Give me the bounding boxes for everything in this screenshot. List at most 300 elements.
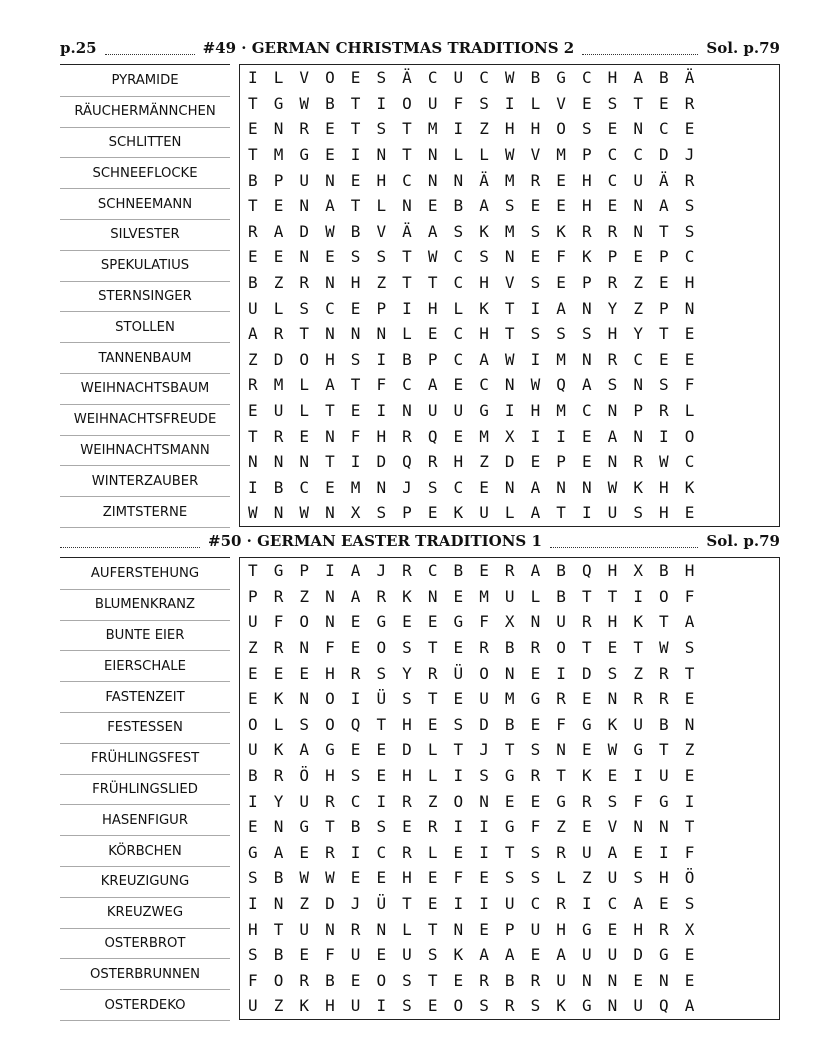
grid-letter: T xyxy=(633,638,643,658)
grid-letter: C xyxy=(427,561,438,581)
grid-letter: N xyxy=(556,477,566,497)
grid-letter: T xyxy=(427,689,438,709)
grid-letter: Y xyxy=(607,298,618,318)
grid-letter: R xyxy=(273,324,284,344)
grid-letter: G xyxy=(504,817,515,837)
grid-letter: Z xyxy=(581,868,592,888)
grid-letter: N xyxy=(504,663,515,683)
grid-letter: T xyxy=(248,93,258,113)
grid-row xyxy=(240,763,779,789)
grid-letter: N xyxy=(402,196,412,216)
grid-letter: I xyxy=(376,791,387,811)
grid-letter: H xyxy=(350,273,361,293)
grid-letter: S xyxy=(479,247,489,267)
grid-row xyxy=(240,942,779,968)
grid-letter: M xyxy=(504,170,515,190)
grid-letter: T xyxy=(273,919,284,939)
grid-letter: Ü xyxy=(453,663,464,683)
grid-letter: F xyxy=(350,426,361,446)
grid-letter: D xyxy=(273,349,284,369)
grid-letter: C xyxy=(607,894,618,914)
grid-letter: G xyxy=(581,996,592,1016)
grid-letter: X xyxy=(633,561,643,581)
grid-letter: E xyxy=(607,119,618,139)
grid-letter: T xyxy=(325,401,335,421)
grid-letter: I xyxy=(453,766,464,786)
grid-letter: S xyxy=(530,842,541,862)
grid-letter: W xyxy=(504,349,515,369)
grid-letter: E xyxy=(427,868,438,888)
grid-letter: S xyxy=(633,868,643,888)
grid-letter: O xyxy=(325,714,335,734)
grid-letter: E xyxy=(556,196,566,216)
grid-letter: N xyxy=(273,894,284,914)
grid-letter: C xyxy=(453,273,464,293)
grid-letter: Ä xyxy=(402,68,412,88)
grid-letter: N xyxy=(273,452,284,472)
grid-letter: C xyxy=(607,170,618,190)
grid-letter: O xyxy=(273,970,284,990)
grid-row xyxy=(240,295,779,321)
grid-letter: Y xyxy=(402,663,412,683)
grid-letter: U xyxy=(607,503,618,523)
grid-letter: G xyxy=(659,945,669,965)
grid-letter: E xyxy=(453,842,464,862)
grid-letter: E xyxy=(633,247,643,267)
grid-letter: C xyxy=(299,477,310,497)
grid-letter: U xyxy=(530,919,541,939)
grid-letter: P xyxy=(581,273,592,293)
grid-letter: G xyxy=(325,740,335,760)
grid-letter: T xyxy=(427,638,438,658)
grid-letter: E xyxy=(504,791,515,811)
grid-letter: E xyxy=(581,93,592,113)
grid-letter: H xyxy=(376,426,387,446)
grid-letter: V xyxy=(504,273,515,293)
grid-letter: K xyxy=(479,298,489,318)
grid-letter: S xyxy=(607,791,618,811)
grid-letter: O xyxy=(659,586,669,606)
grid-letter: C xyxy=(530,894,541,914)
grid-letter: M xyxy=(273,145,284,165)
grid-letter: I xyxy=(504,93,515,113)
grid-letter: D xyxy=(479,714,489,734)
grid-letter: T xyxy=(350,196,361,216)
grid-letter: U xyxy=(248,612,258,632)
grid-letter: S xyxy=(376,119,387,139)
word-list-item: KÖRBCHEN xyxy=(60,836,230,867)
grid-letter: E xyxy=(273,196,284,216)
grid-letter: A xyxy=(581,375,592,395)
grid-letter: Y xyxy=(273,791,284,811)
grid-letter: A xyxy=(248,324,258,344)
grid-letter: S xyxy=(530,221,541,241)
grid-letter: R xyxy=(556,894,566,914)
grid-letter: O xyxy=(402,93,412,113)
grid-letter: L xyxy=(299,375,310,395)
grid-letter: R xyxy=(530,766,541,786)
word-list-item: HASENFIGUR xyxy=(60,805,230,836)
grid-letter: B xyxy=(325,93,335,113)
grid-letter: L xyxy=(273,714,284,734)
grid-letter: C xyxy=(402,170,412,190)
grid-letter: T xyxy=(402,247,412,267)
word-list-item: OSTERBROT xyxy=(60,929,230,960)
grid-letter: E xyxy=(530,714,541,734)
grid-letter: U xyxy=(453,68,464,88)
grid-row xyxy=(240,968,779,994)
grid-letter: N xyxy=(427,586,438,606)
grid-letter: E xyxy=(530,791,541,811)
puzzle-49-word-list xyxy=(60,66,230,528)
grid-letter: T xyxy=(504,740,515,760)
grid-letter: E xyxy=(556,170,566,190)
word-list-item: FRÜHLINGSFEST xyxy=(60,744,230,775)
word-list-item: WEIHNACHTSMANN xyxy=(60,436,230,467)
grid-letter: S xyxy=(556,324,566,344)
grid-letter: T xyxy=(376,714,387,734)
grid-row xyxy=(240,398,779,424)
grid-letter: Q xyxy=(427,426,438,446)
grid-letter: E xyxy=(607,766,618,786)
grid-letter: U xyxy=(350,996,361,1016)
grid-letter: N xyxy=(633,375,643,395)
grid-letter: E xyxy=(248,247,258,267)
grid-letter: N xyxy=(684,714,695,734)
word-list-item: KREUZWEG xyxy=(60,898,230,929)
grid-letter: R xyxy=(581,791,592,811)
grid-letter: N xyxy=(504,477,515,497)
grid-letter: N xyxy=(325,170,335,190)
grid-letter: I xyxy=(659,426,669,446)
grid-letter: K xyxy=(556,221,566,241)
grid-letter: C xyxy=(453,349,464,369)
grid-letter: K xyxy=(273,689,284,709)
grid-letter: H xyxy=(376,170,387,190)
grid-letter: A xyxy=(273,842,284,862)
grid-letter: A xyxy=(479,349,489,369)
grid-letter: G xyxy=(556,68,566,88)
grid-letter: F xyxy=(684,586,695,606)
grid-letter: R xyxy=(325,842,335,862)
grid-letter: Ä xyxy=(479,170,489,190)
grid-letter: U xyxy=(248,298,258,318)
grid-letter: F xyxy=(248,970,258,990)
grid-letter: I xyxy=(530,426,541,446)
grid-letter: H xyxy=(607,68,618,88)
grid-letter: P xyxy=(633,401,643,421)
grid-letter: E xyxy=(299,426,310,446)
grid-letter: S xyxy=(402,689,412,709)
grid-letter: N xyxy=(607,970,618,990)
grid-letter: U xyxy=(453,401,464,421)
grid-letter: B xyxy=(325,970,335,990)
grid-letter: H xyxy=(684,273,695,293)
grid-letter: V xyxy=(299,68,310,88)
grid-letter: I xyxy=(453,894,464,914)
grid-letter: R xyxy=(479,638,489,658)
grid-letter: R xyxy=(659,919,669,939)
grid-letter: N xyxy=(659,970,669,990)
grid-letter: C xyxy=(607,145,618,165)
grid-letter: K xyxy=(453,945,464,965)
puzzle-title: #49 · GERMAN CHRISTMAS TRADITIONS 2 xyxy=(202,39,575,57)
grid-letter: U xyxy=(504,894,515,914)
grid-letter: H xyxy=(479,324,489,344)
grid-letter: N xyxy=(607,689,618,709)
grid-letter: R xyxy=(684,93,695,113)
word-list-item: BLUMENKRANZ xyxy=(60,590,230,621)
grid-letter: T xyxy=(659,324,669,344)
grid-row xyxy=(240,788,779,814)
grid-letter: E xyxy=(299,842,310,862)
grid-row xyxy=(240,142,779,168)
grid-letter: R xyxy=(659,689,669,709)
grid-letter: N xyxy=(376,324,387,344)
grid-letter: U xyxy=(556,612,566,632)
grid-letter: R xyxy=(427,452,438,472)
grid-row xyxy=(240,993,779,1019)
grid-letter: I xyxy=(350,145,361,165)
grid-letter: I xyxy=(530,349,541,369)
grid-letter: Z xyxy=(248,349,258,369)
grid-letter: L xyxy=(273,68,284,88)
grid-letter: H xyxy=(684,561,695,581)
word-list-item: SCHLITTEN xyxy=(60,128,230,159)
grid-letter: N xyxy=(504,247,515,267)
dot-leader xyxy=(105,53,195,55)
grid-letter: E xyxy=(479,561,489,581)
grid-letter: W xyxy=(325,868,335,888)
word-list-item: SILVESTER xyxy=(60,220,230,251)
grid-letter: M xyxy=(479,426,489,446)
grid-row xyxy=(240,167,779,193)
grid-letter: D xyxy=(376,452,387,472)
grid-letter: G xyxy=(581,919,592,939)
grid-letter: R xyxy=(402,426,412,446)
word-list-item: ZIMTSTERNE xyxy=(60,497,230,528)
word-list-item: WINTERZAUBER xyxy=(60,466,230,497)
grid-letter: B xyxy=(659,68,669,88)
grid-letter: E xyxy=(659,349,669,369)
grid-letter: R xyxy=(556,842,566,862)
grid-letter: Ü xyxy=(376,894,387,914)
grid-letter: U xyxy=(581,945,592,965)
grid-letter: C xyxy=(376,842,387,862)
grid-letter: I xyxy=(479,817,489,837)
grid-letter: S xyxy=(376,817,387,837)
grid-letter: M xyxy=(350,477,361,497)
grid-letter: O xyxy=(376,638,387,658)
grid-letter: Z xyxy=(684,740,695,760)
grid-letter: S xyxy=(248,945,258,965)
grid-letter: E xyxy=(607,638,618,658)
grid-letter: E xyxy=(607,919,618,939)
grid-letter: T xyxy=(581,638,592,658)
grid-letter: K xyxy=(607,714,618,734)
grid-letter: D xyxy=(402,740,412,760)
grid-letter: E xyxy=(581,452,592,472)
grid-letter: L xyxy=(427,740,438,760)
grid-letter: E xyxy=(299,663,310,683)
grid-letter: H xyxy=(607,612,618,632)
grid-letter: E xyxy=(530,247,541,267)
grid-letter: N xyxy=(453,170,464,190)
grid-letter: R xyxy=(556,689,566,709)
grid-letter: E xyxy=(453,970,464,990)
grid-letter: C xyxy=(350,791,361,811)
grid-letter: T xyxy=(248,196,258,216)
grid-letter: M xyxy=(556,145,566,165)
dot-leader xyxy=(60,546,200,548)
grid-letter: R xyxy=(350,919,361,939)
grid-letter: N xyxy=(427,145,438,165)
grid-letter: R xyxy=(376,586,387,606)
grid-row xyxy=(240,584,779,610)
grid-letter: I xyxy=(633,586,643,606)
grid-letter: H xyxy=(427,298,438,318)
grid-letter: G xyxy=(376,612,387,632)
grid-letter: A xyxy=(350,586,361,606)
grid-letter: N xyxy=(325,273,335,293)
grid-letter: S xyxy=(530,996,541,1016)
grid-letter: S xyxy=(299,714,310,734)
grid-letter: R xyxy=(427,663,438,683)
grid-letter: F xyxy=(325,945,335,965)
grid-letter: N xyxy=(376,919,387,939)
grid-letter: E xyxy=(633,970,643,990)
grid-letter: B xyxy=(504,638,515,658)
grid-letter: E xyxy=(607,196,618,216)
word-list-item: PYRAMIDE xyxy=(60,66,230,97)
word-list-item: STERNSINGER xyxy=(60,282,230,313)
grid-letter: P xyxy=(299,561,310,581)
grid-letter: R xyxy=(504,996,515,1016)
grid-letter: T xyxy=(504,324,515,344)
grid-letter: K xyxy=(479,221,489,241)
grid-letter: G xyxy=(633,740,643,760)
word-list-item: WEIHNACHTSBAUM xyxy=(60,374,230,405)
grid-row xyxy=(240,737,779,763)
grid-letter: U xyxy=(479,503,489,523)
grid-letter: A xyxy=(607,842,618,862)
grid-letter: U xyxy=(479,689,489,709)
grid-letter: U xyxy=(427,93,438,113)
grid-letter: N xyxy=(325,324,335,344)
grid-letter: S xyxy=(376,663,387,683)
grid-letter: E xyxy=(581,689,592,709)
grid-letter: W xyxy=(530,375,541,395)
grid-letter: A xyxy=(479,196,489,216)
grid-letter: U xyxy=(299,170,310,190)
grid-letter: U xyxy=(273,401,284,421)
grid-letter: M xyxy=(504,689,515,709)
grid-letter: E xyxy=(684,324,695,344)
grid-letter: T xyxy=(402,273,412,293)
grid-letter: S xyxy=(350,766,361,786)
grid-letter: I xyxy=(479,842,489,862)
grid-letter: K xyxy=(684,477,695,497)
grid-letter: T xyxy=(581,586,592,606)
grid-letter: T xyxy=(248,145,258,165)
grid-letter: N xyxy=(273,817,284,837)
grid-letter: S xyxy=(607,375,618,395)
grid-letter: N xyxy=(556,740,566,760)
grid-letter: F xyxy=(684,842,695,862)
grid-letter: T xyxy=(248,426,258,446)
grid-letter: E xyxy=(248,689,258,709)
grid-letter: L xyxy=(273,298,284,318)
grid-letter: P xyxy=(581,145,592,165)
grid-letter: B xyxy=(530,68,541,88)
grid-letter: S xyxy=(530,273,541,293)
grid-letter: N xyxy=(607,452,618,472)
grid-letter: E xyxy=(299,945,310,965)
grid-letter: S xyxy=(581,324,592,344)
grid-letter: N xyxy=(633,221,643,241)
grid-letter: F xyxy=(556,247,566,267)
grid-letter: H xyxy=(659,868,669,888)
grid-letter: T xyxy=(633,93,643,113)
grid-letter: T xyxy=(248,561,258,581)
grid-letter: F xyxy=(633,791,643,811)
grid-letter: S xyxy=(248,868,258,888)
grid-letter: X xyxy=(350,503,361,523)
grid-letter: B xyxy=(273,868,284,888)
grid-letter: N xyxy=(325,586,335,606)
grid-letter: H xyxy=(607,324,618,344)
grid-letter: H xyxy=(530,401,541,421)
grid-letter: Z xyxy=(248,638,258,658)
grid-letter: U xyxy=(427,401,438,421)
grid-letter: A xyxy=(350,561,361,581)
grid-letter: H xyxy=(607,561,618,581)
grid-letter: E xyxy=(556,273,566,293)
grid-letter: L xyxy=(402,919,412,939)
grid-row xyxy=(240,712,779,738)
grid-letter: L xyxy=(376,196,387,216)
grid-letter: O xyxy=(376,970,387,990)
grid-letter: S xyxy=(350,247,361,267)
grid-row xyxy=(240,193,779,219)
grid-letter: A xyxy=(633,894,643,914)
grid-letter: A xyxy=(325,375,335,395)
grid-letter: N xyxy=(633,119,643,139)
grid-letter: A xyxy=(504,945,515,965)
grid-letter: F xyxy=(325,638,335,658)
grid-letter: S xyxy=(684,894,695,914)
grid-letter: U xyxy=(633,996,643,1016)
grid-letter: R xyxy=(402,842,412,862)
grid-letter: T xyxy=(659,612,669,632)
grid-letter: W xyxy=(325,221,335,241)
grid-letter: N xyxy=(633,196,643,216)
grid-letter: W xyxy=(607,477,618,497)
grid-letter: E xyxy=(325,145,335,165)
grid-letter: S xyxy=(479,996,489,1016)
grid-letter: F xyxy=(453,868,464,888)
grid-letter: H xyxy=(479,273,489,293)
grid-letter: A xyxy=(427,375,438,395)
grid-letter: S xyxy=(684,196,695,216)
grid-row xyxy=(240,865,779,891)
grid-letter: I xyxy=(376,93,387,113)
word-list-item: WEIHNACHTSFREUDE xyxy=(60,405,230,436)
grid-row xyxy=(240,270,779,296)
grid-letter: L xyxy=(427,842,438,862)
grid-letter: R xyxy=(581,612,592,632)
grid-letter: C xyxy=(427,68,438,88)
